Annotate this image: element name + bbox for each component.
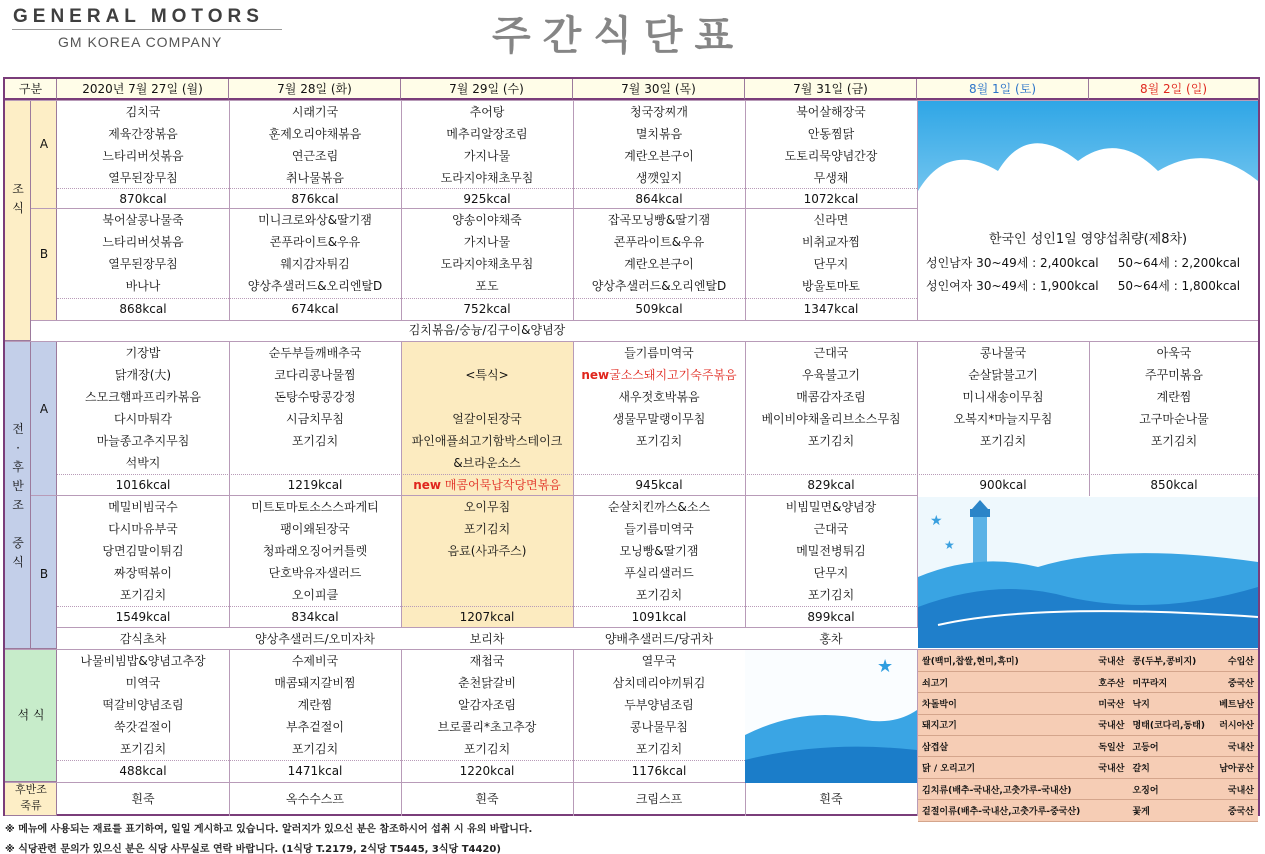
origin-cell: 갈치 <box>1128 757 1213 778</box>
kcal-value: 868kcal <box>119 302 167 316</box>
menu-item: 콩나물국 <box>979 346 1027 360</box>
lunch-extra: 보리차 <box>469 632 505 646</box>
menu-item: 매콤돼지갈비찜 <box>274 676 356 690</box>
menu-item: 매콤감자조림 <box>796 390 866 404</box>
menu-item: 계란오븐구이 <box>624 149 694 163</box>
menu-item: 포기김치 <box>119 742 167 756</box>
header-day: 2020년 7월 27일 (월) <box>57 79 229 100</box>
menu-item: 근대국 <box>813 522 849 536</box>
menu-item: 비취교자찜 <box>802 235 860 249</box>
menu-item: 생물무말랭이무침 <box>612 412 706 426</box>
col-divider <box>573 342 574 628</box>
allergy-note: ※ 메뉴에 사용되는 재료를 표기하여, 일일 게시하고 있습니다. 알러지가 있으신 분은 참조하시어 섭취 시 유의 바랍니다. <box>5 824 533 835</box>
origin-row <box>918 650 1258 671</box>
menu-item: 취나물볶음 <box>286 171 344 185</box>
col-divider <box>229 101 230 320</box>
porridge-item: 옥수수스프 <box>286 792 344 806</box>
label-bf-b: B <box>39 247 49 261</box>
section-breakfast <box>5 101 31 341</box>
menu-item: 도라지야채초무침 <box>440 257 534 271</box>
origin-cell: 수입산 <box>1213 650 1258 671</box>
menu-item: 포기김치 <box>635 434 683 448</box>
menu-item: 베이비야채올리브소스무침 <box>761 412 901 426</box>
new-menu-item: new 매콤어묵납작당면볶음 <box>413 478 561 492</box>
header-day: 7월 30일 (목) <box>573 79 745 100</box>
menu-item: 부추겉절이 <box>286 720 344 734</box>
menu-item: 잡곡모닝빵&딸기잼 <box>607 213 711 227</box>
menu-item: 열무국 <box>641 654 677 668</box>
menu-item: 계란오븐구이 <box>624 257 694 271</box>
menu-item: 미트토마토소스스파게티 <box>251 500 379 514</box>
menu-item: 연근조림 <box>291 149 339 163</box>
origin-cell: 쌀(백미,찹쌀,현미,흑미) <box>918 650 1093 671</box>
origin-row <box>918 778 1258 799</box>
menu-item: 주꾸미볶음 <box>1145 368 1203 382</box>
menu-item: 돈탕수땅콩강정 <box>274 390 356 404</box>
origin-cell: 쇠고기 <box>918 671 1093 692</box>
origin-cell: 콩(두부,콩비지) <box>1128 650 1213 671</box>
menu-item: 포기김치 <box>291 742 339 756</box>
origin-cell: 국내산 <box>1093 650 1129 671</box>
menu-item: 스모크햄파프리카볶음 <box>85 390 201 404</box>
row-divider <box>57 627 917 628</box>
label-lunch: 전 · 후 반 조 중 식 <box>12 422 24 569</box>
kcal-value: 900kcal <box>979 478 1027 492</box>
menu-item: 우육불고기 <box>802 368 860 382</box>
lunch-extra: 감식초차 <box>119 632 167 646</box>
menu-item: 오이피클 <box>291 588 339 602</box>
menu-item: 미역국 <box>125 676 161 690</box>
menu-item: 오이무침 <box>463 500 511 514</box>
menu-item: 포기김치 <box>807 434 855 448</box>
menu-item: 멸치볶음 <box>635 127 683 141</box>
menu-item: 양상추샐러드&오리엔탈D <box>591 279 727 293</box>
label-breakfast: 조 식 <box>12 182 24 215</box>
menu-item: 신라면 <box>813 213 849 227</box>
kcal-divider <box>57 606 917 607</box>
kcal-value: 1220kcal <box>459 764 515 778</box>
origin-cell: 낙지 <box>1128 693 1213 714</box>
origin-cell: 국내산 <box>1093 757 1129 778</box>
kcal-value: 899kcal <box>807 610 855 624</box>
origin-cell: 호주산 <box>1093 671 1129 692</box>
breakfast-common: 김치볶음/숭늉/김구이&양념장 <box>408 323 566 337</box>
menu-item: 포기김치 <box>1150 434 1198 448</box>
label-bf-a: A <box>39 137 49 151</box>
col-divider <box>1089 342 1090 496</box>
menu-item: 방울토마토 <box>802 279 860 293</box>
kcal-value: 509kcal <box>635 302 683 316</box>
origin-cell <box>1093 800 1129 821</box>
sea-illustration-2 <box>745 650 917 783</box>
kcal-value: 1072kcal <box>803 192 859 206</box>
brand-logo: GENERAL MOTORS <box>13 6 264 27</box>
menu-item: 도토리묵양념간장 <box>784 149 878 163</box>
sea-illustration <box>918 497 1258 648</box>
menu-item: 포기김치 <box>635 588 683 602</box>
menu-item: 콘푸라이트&우유 <box>269 235 361 249</box>
menu-item: 얼갈이된장국 <box>452 412 522 426</box>
origin-cell: 돼지고기 <box>918 714 1093 735</box>
menu-item: 순살치킨까스&소스 <box>607 500 711 514</box>
col-divider <box>745 342 746 628</box>
menu-item: 음료(사과주스) <box>447 544 527 558</box>
menu-item: &브라운소스 <box>453 456 521 470</box>
origin-cell: 러시아산 <box>1213 714 1258 735</box>
origin-cell: 김치류(배추-국내산,고춧가루-국내산) <box>918 778 1093 799</box>
menu-item: 훈제오리야채볶음 <box>268 127 362 141</box>
kcal-value: 1207kcal <box>459 610 515 624</box>
menu-item: 아욱국 <box>1156 346 1192 360</box>
brand-divider <box>12 29 282 30</box>
origin-cell: 중국산 <box>1213 800 1258 821</box>
header-day: 7월 29일 (수) <box>401 79 573 100</box>
menu-item: 춘천닭갈비 <box>458 676 516 690</box>
menu-item: 포기김치 <box>979 434 1027 448</box>
kcal-value: 1549kcal <box>115 610 171 624</box>
origin-cell: 오징어 <box>1128 778 1213 799</box>
porridge-item: 흰죽 <box>475 792 499 806</box>
menu-item: 코다리콩나물찜 <box>274 368 356 382</box>
menu-item: 느타리버섯볶음 <box>102 149 184 163</box>
col-divider <box>401 650 402 816</box>
menu-item: <특식> <box>465 368 509 382</box>
menu-item: 오복지*마늘지무침 <box>953 412 1053 426</box>
menu-item: 메밀비빔국수 <box>108 500 178 514</box>
menu-item: 단무지 <box>813 257 849 271</box>
menu-item: 떡갈비양념조림 <box>102 698 184 712</box>
kcal-value: 1016kcal <box>115 478 171 492</box>
menu-item: 양상추샐러드&오리엔탈D <box>247 279 383 293</box>
menu-item: 짜장떡볶이 <box>114 566 172 580</box>
kcal-value: 834kcal <box>291 610 339 624</box>
menu-item: 기장밥 <box>125 346 161 360</box>
menu-item: 제육간장볶음 <box>108 127 178 141</box>
menu-item: 양송이야채죽 <box>452 213 522 227</box>
menu-item: 시금치무침 <box>286 412 344 426</box>
kcal-value: 945kcal <box>635 478 683 492</box>
menu-item: 당면김말이튀김 <box>102 544 184 558</box>
svg-text:★: ★ <box>944 538 955 552</box>
origin-cell: 닭 / 오리고기 <box>918 757 1093 778</box>
menu-item: 느타리버섯볶음 <box>102 235 184 249</box>
row-divider <box>31 495 917 496</box>
menu-item: 계란찜 <box>297 698 333 712</box>
menu-item: 삼치데리야끼튀김 <box>612 676 706 690</box>
menu-item: 콘푸라이트&우유 <box>613 235 705 249</box>
origin-cell: 겉절이류(배추-국내산,고춧가루-중국산) <box>918 800 1093 821</box>
porridge-item: 크림스프 <box>635 792 683 806</box>
svg-text:★: ★ <box>877 656 894 677</box>
col-divider <box>573 101 574 320</box>
menu-item: 포기김치 <box>291 434 339 448</box>
menu-item: 들기름미역국 <box>624 522 694 536</box>
origin-cell: 베트남산 <box>1213 693 1258 714</box>
lunch-extra: 홍차 <box>819 632 843 646</box>
menu-item: 생깻잎지 <box>635 171 683 185</box>
header-day: 8월 2일 (일) <box>1089 79 1259 100</box>
origin-table <box>918 650 1258 822</box>
menu-item: 가지나물 <box>463 235 511 249</box>
menu-item: 파인애플쇠고기함박스테이크 <box>411 434 563 448</box>
menu-item: 열무된장무침 <box>108 171 178 185</box>
kcal-value: 829kcal <box>807 478 855 492</box>
row-divider <box>5 341 1258 342</box>
menu-item: 시래기국 <box>291 105 339 119</box>
menu-item: 브로콜리*초고추장 <box>437 720 537 734</box>
label-lunch-a: A <box>39 402 49 416</box>
origin-row <box>918 693 1258 714</box>
menu-item: 쑥갓겉절이 <box>114 720 172 734</box>
header-day: 7월 28일 (화) <box>229 79 401 100</box>
row-divider <box>31 208 917 209</box>
menu-item: 알감자조림 <box>458 698 516 712</box>
menu-item: 닭개장(大) <box>114 368 172 382</box>
menu-item: 안동찜닭 <box>807 127 855 141</box>
menu-item: 웨지감자튀김 <box>280 257 350 271</box>
kcal-value: 864kcal <box>635 192 683 206</box>
nutrition-female: 성인여자 30~49세 : 1,900kcal 50~64세 : 1,800kcal <box>926 279 1241 293</box>
menu-item: 열무된장무침 <box>108 257 178 271</box>
row-divider <box>31 320 1258 321</box>
lunch-extra: 양배추샐러드/당귀차 <box>604 632 714 646</box>
origin-cell: 남아공산 <box>1213 757 1258 778</box>
kcal-value: 674kcal <box>291 302 339 316</box>
origin-cell: 미꾸라지 <box>1128 671 1213 692</box>
menu-item: 가지나물 <box>463 149 511 163</box>
menu-item: 단무지 <box>813 566 849 580</box>
menu-item: 메밀전병튀김 <box>796 544 866 558</box>
menu-item: 포도 <box>475 279 499 293</box>
porridge-item: 흰죽 <box>819 792 843 806</box>
menu-item: 도라지야채초무침 <box>440 171 534 185</box>
svg-text:★: ★ <box>930 513 943 529</box>
menu-item: 포기김치 <box>807 588 855 602</box>
origin-cell: 명태(코다리,동태) <box>1128 714 1213 735</box>
origin-row <box>918 671 1258 692</box>
header-label: 구분 <box>5 79 57 100</box>
origin-cell: 독일산 <box>1093 736 1129 757</box>
menu-item: 김치국 <box>125 105 161 119</box>
menu-item: 미니새송이무침 <box>962 390 1044 404</box>
origin-cell: 중국산 <box>1213 671 1258 692</box>
brand-subtitle: GM KOREA COMPANY <box>58 34 223 50</box>
kcal-divider <box>57 474 1258 475</box>
col-divider <box>401 342 402 628</box>
menu-item: 모닝빵&딸기잼 <box>619 544 699 558</box>
menu-item: 고구마순나물 <box>1139 412 1209 426</box>
kcal-value: 1219kcal <box>287 478 343 492</box>
origin-cell: 국내산 <box>1213 778 1258 799</box>
menu-item: 나물비빔밥&양념고추장 <box>80 654 206 668</box>
menu-item: 재첩국 <box>469 654 505 668</box>
menu-item: 순살닭불고기 <box>968 368 1038 382</box>
origin-cell <box>1093 778 1129 799</box>
menu-item: 새우젓호박볶음 <box>618 390 700 404</box>
menu-item: 북어살해장국 <box>796 105 866 119</box>
label-dinner: 석 식 <box>17 708 45 722</box>
col-divider <box>745 101 746 320</box>
menu-item: 팽이왜된장국 <box>280 522 350 536</box>
menu-item: 순두부들깨배추국 <box>268 346 362 360</box>
menu-item: 수제비국 <box>291 654 339 668</box>
menu-item: 메추리알장조림 <box>446 127 528 141</box>
nutrition-title: 한국인 성인1일 영양섭취량(제8차) <box>988 232 1188 247</box>
col-divider <box>229 342 230 628</box>
kcal-value: 1091kcal <box>631 610 687 624</box>
kcal-divider <box>57 298 917 299</box>
kcal-value: 1347kcal <box>803 302 859 316</box>
header-day: 8월 1일 (토) <box>917 79 1089 100</box>
menu-item: 북어살콩나물죽 <box>102 213 184 227</box>
menu-item: 청국장찌개 <box>630 105 688 119</box>
menu-item: 콩나물무침 <box>630 720 688 734</box>
origin-cell: 차돌박이 <box>918 693 1093 714</box>
menu-item: 계란찜 <box>1156 390 1192 404</box>
col-divider <box>573 650 574 816</box>
menu-item: 무생채 <box>813 171 849 185</box>
origin-cell: 꽃게 <box>1128 800 1213 821</box>
nutrition-male: 성인남자 30~49세 : 2,400kcal 50~64세 : 2,200kcal <box>926 256 1241 270</box>
menu-item: 추어탕 <box>469 105 505 119</box>
kcal-value: 870kcal <box>119 192 167 206</box>
menu-item: 마늘종고추지무침 <box>96 434 190 448</box>
kcal-value: 850kcal <box>1150 478 1198 492</box>
contact-note: ※ 식당관련 문의가 있으신 분은 식당 사무실로 연락 바랍니다. (1식당 T.2179, 2식당 T5445, 3식당 T4420) <box>5 844 501 854</box>
origin-cell: 국내산 <box>1093 714 1129 735</box>
page-title: 주간식단표 <box>492 13 746 59</box>
kcal-value: 925kcal <box>463 192 511 206</box>
menu-item: 청파래오징어커틀렛 <box>262 544 368 558</box>
lunch-extra: 양상추샐러드/오미자차 <box>255 632 375 646</box>
menu-item: 두부양념조림 <box>624 698 694 712</box>
kcal-divider <box>57 188 917 189</box>
kcal-value: 752kcal <box>463 302 511 316</box>
menu-item: 석박지 <box>125 456 161 470</box>
menu-item: 들기름미역국 <box>624 346 694 360</box>
menu-item: 다시마유부국 <box>108 522 178 536</box>
menu-item: 포기김치 <box>463 742 511 756</box>
kcal-value: 1176kcal <box>631 764 687 778</box>
origin-cell: 삼겹살 <box>918 736 1093 757</box>
origin-cell: 국내산 <box>1213 736 1258 757</box>
menu-item: 근대국 <box>813 346 849 360</box>
kcal-value: 488kcal <box>119 764 167 778</box>
origin-row <box>918 714 1258 735</box>
col-divider <box>229 650 230 816</box>
menu-item: 다시마튀각 <box>114 412 172 426</box>
origin-row <box>918 757 1258 778</box>
origin-cell: 고등어 <box>1128 736 1213 757</box>
row-breakfast-a <box>31 101 57 321</box>
menu-item: 바나나 <box>125 279 161 293</box>
menu-item: 푸실리샐러드 <box>624 566 694 580</box>
menu-item: 포기김치 <box>635 742 683 756</box>
origin-cell: 미국산 <box>1093 693 1129 714</box>
menu-item: 포기김치 <box>463 522 511 536</box>
sky-illustration <box>918 101 1258 320</box>
col-divider <box>401 101 402 320</box>
kcal-value: 1471kcal <box>287 764 343 778</box>
menu-item: 미니크로와상&딸기잼 <box>258 213 372 227</box>
lighthouse-icon <box>918 497 1258 648</box>
header-day: 7월 31일 (금) <box>745 79 917 100</box>
menu-item: 단호박유자샐러드 <box>268 566 362 580</box>
label-lunch-b: B <box>39 567 49 581</box>
menu-item: 포기김치 <box>119 588 167 602</box>
origin-row <box>918 736 1258 757</box>
menu-item: new굴소스돼지고기숙주볶음 <box>581 368 737 382</box>
porridge-item: 흰죽 <box>131 792 155 806</box>
origin-row <box>918 800 1258 821</box>
menu-item: 비빔밀면&양념장 <box>785 500 877 514</box>
label-porridge: 후반조 죽류 <box>15 783 47 812</box>
kcal-value: 876kcal <box>291 192 339 206</box>
